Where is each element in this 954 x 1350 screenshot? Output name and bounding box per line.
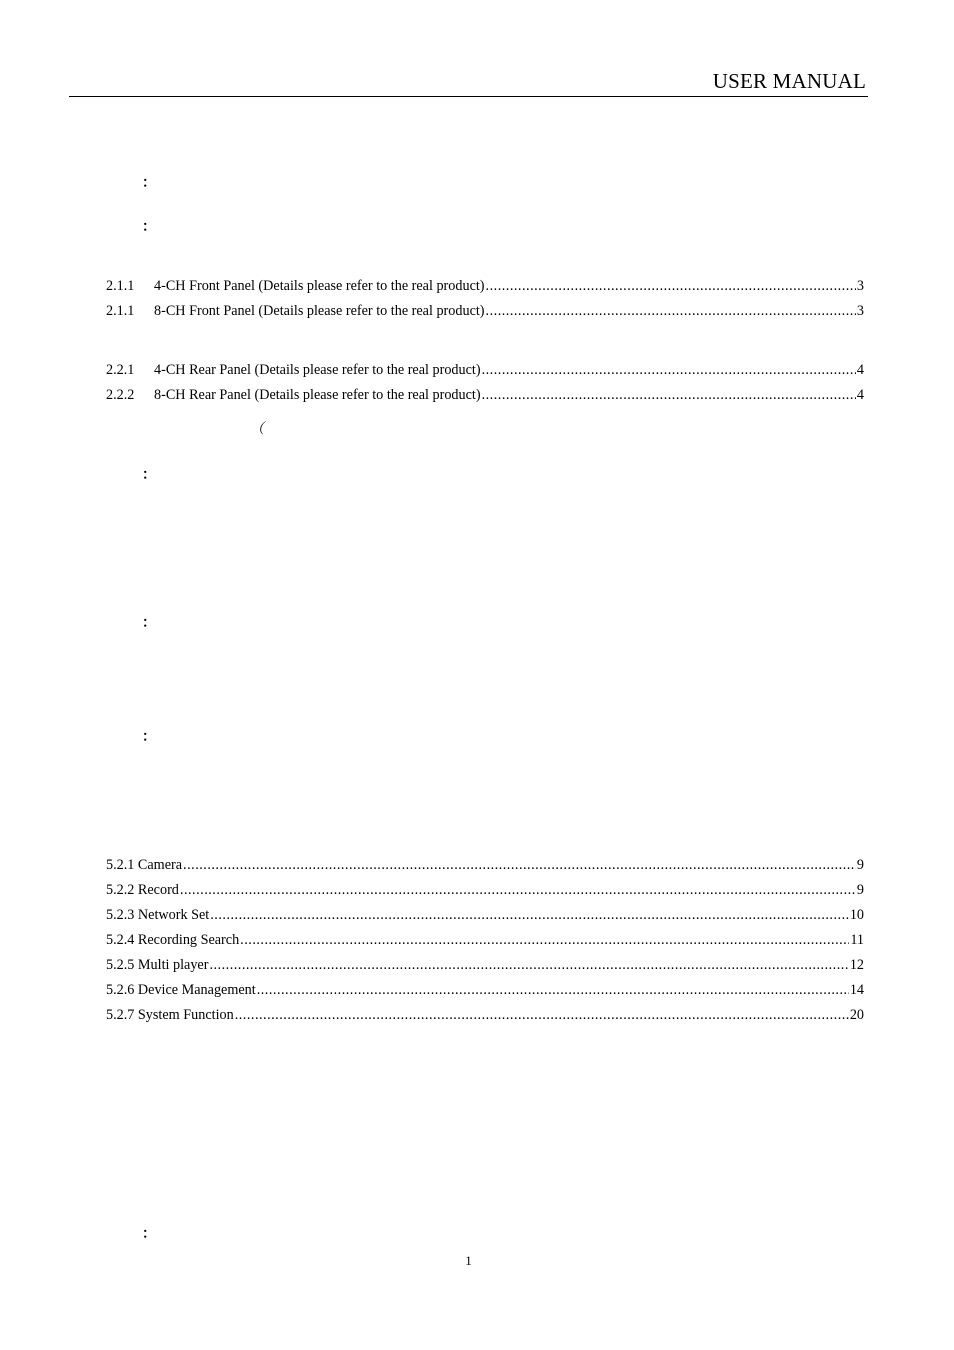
toc-entry-page: 4 [856, 362, 864, 378]
toc-entry-number: 2.2.2 [106, 387, 135, 403]
toc-dot-leader [209, 956, 848, 974]
toc-entry-number: 2.1.1 [106, 303, 135, 319]
open-paren-mark: （ [250, 422, 264, 437]
toc-entry-page: 4 [856, 387, 864, 403]
toc-entry-title: 4-CH Front Panel (Details please refer to the real product) [154, 278, 485, 294]
toc-entry-page: 10 [849, 907, 864, 923]
toc-entry[interactable] [106, 956, 864, 974]
colon-mark: ： [142, 1227, 156, 1242]
toc-dot-leader [486, 302, 856, 320]
toc-entry[interactable] [106, 361, 864, 379]
toc-entry-title: 5.2.3 Network Set [106, 907, 210, 923]
toc-dot-leader [240, 931, 849, 949]
toc-entry-title: 5.2.6 Device Management [106, 982, 256, 998]
toc-entry[interactable] [106, 302, 864, 320]
toc-entry-page: 3 [856, 278, 864, 294]
toc-dot-leader [235, 1006, 849, 1024]
toc-entry[interactable] [106, 277, 864, 295]
toc-entry-title: 4-CH Rear Panel (Details please refer to the real product) [154, 362, 481, 378]
toc-dot-leader [210, 906, 849, 924]
colon-mark: ： [142, 176, 156, 191]
toc-entry[interactable] [106, 856, 864, 874]
toc-entry-title: 5.2.4 Recording Search [106, 932, 240, 948]
colon-mark: ： [142, 616, 156, 631]
toc-entry-title: 8-CH Front Panel (Details please refer to the real product) [154, 303, 485, 319]
toc-entry-page: 20 [849, 1007, 864, 1023]
toc-entry[interactable] [106, 981, 864, 999]
toc-dot-leader [257, 981, 849, 999]
toc-entry[interactable] [106, 386, 864, 404]
toc-entry-title: 8-CH Rear Panel (Details please refer to the real product) [154, 387, 481, 403]
page-number: 1 [465, 1253, 472, 1268]
toc-entry-page: 3 [856, 303, 864, 319]
toc-entry-title: 5.2.7 System Function [106, 1007, 234, 1023]
toc-entry-title: 5.2.1 Camera [106, 857, 183, 873]
toc-entry-page: 12 [849, 957, 864, 973]
toc-entry-page: 9 [856, 857, 864, 873]
toc-entry[interactable] [106, 931, 864, 949]
header-divider [69, 96, 868, 97]
toc-entry-title: 5.2.2 Record [106, 882, 179, 898]
toc-dot-leader [482, 386, 856, 404]
toc-entry-number: 2.2.1 [106, 362, 135, 378]
toc-entry[interactable] [106, 906, 864, 924]
toc-dot-leader [486, 277, 856, 295]
toc-dot-leader [180, 881, 856, 899]
toc-entry-number: 2.1.1 [106, 278, 135, 294]
colon-mark: ： [142, 468, 156, 483]
colon-mark: ： [142, 220, 156, 235]
toc-entry[interactable] [106, 881, 864, 899]
colon-mark: ： [142, 730, 156, 745]
toc-dot-leader [482, 361, 856, 379]
toc-entry-page: 11 [850, 932, 864, 948]
toc-entry-page: 14 [849, 982, 864, 998]
toc-entry-title: 5.2.5 Multi player [106, 957, 209, 973]
toc-entry[interactable] [106, 1006, 864, 1024]
toc-dot-leader [183, 856, 856, 874]
document-title: USER MANUAL [712, 69, 866, 93]
toc-entry-page: 9 [856, 882, 864, 898]
